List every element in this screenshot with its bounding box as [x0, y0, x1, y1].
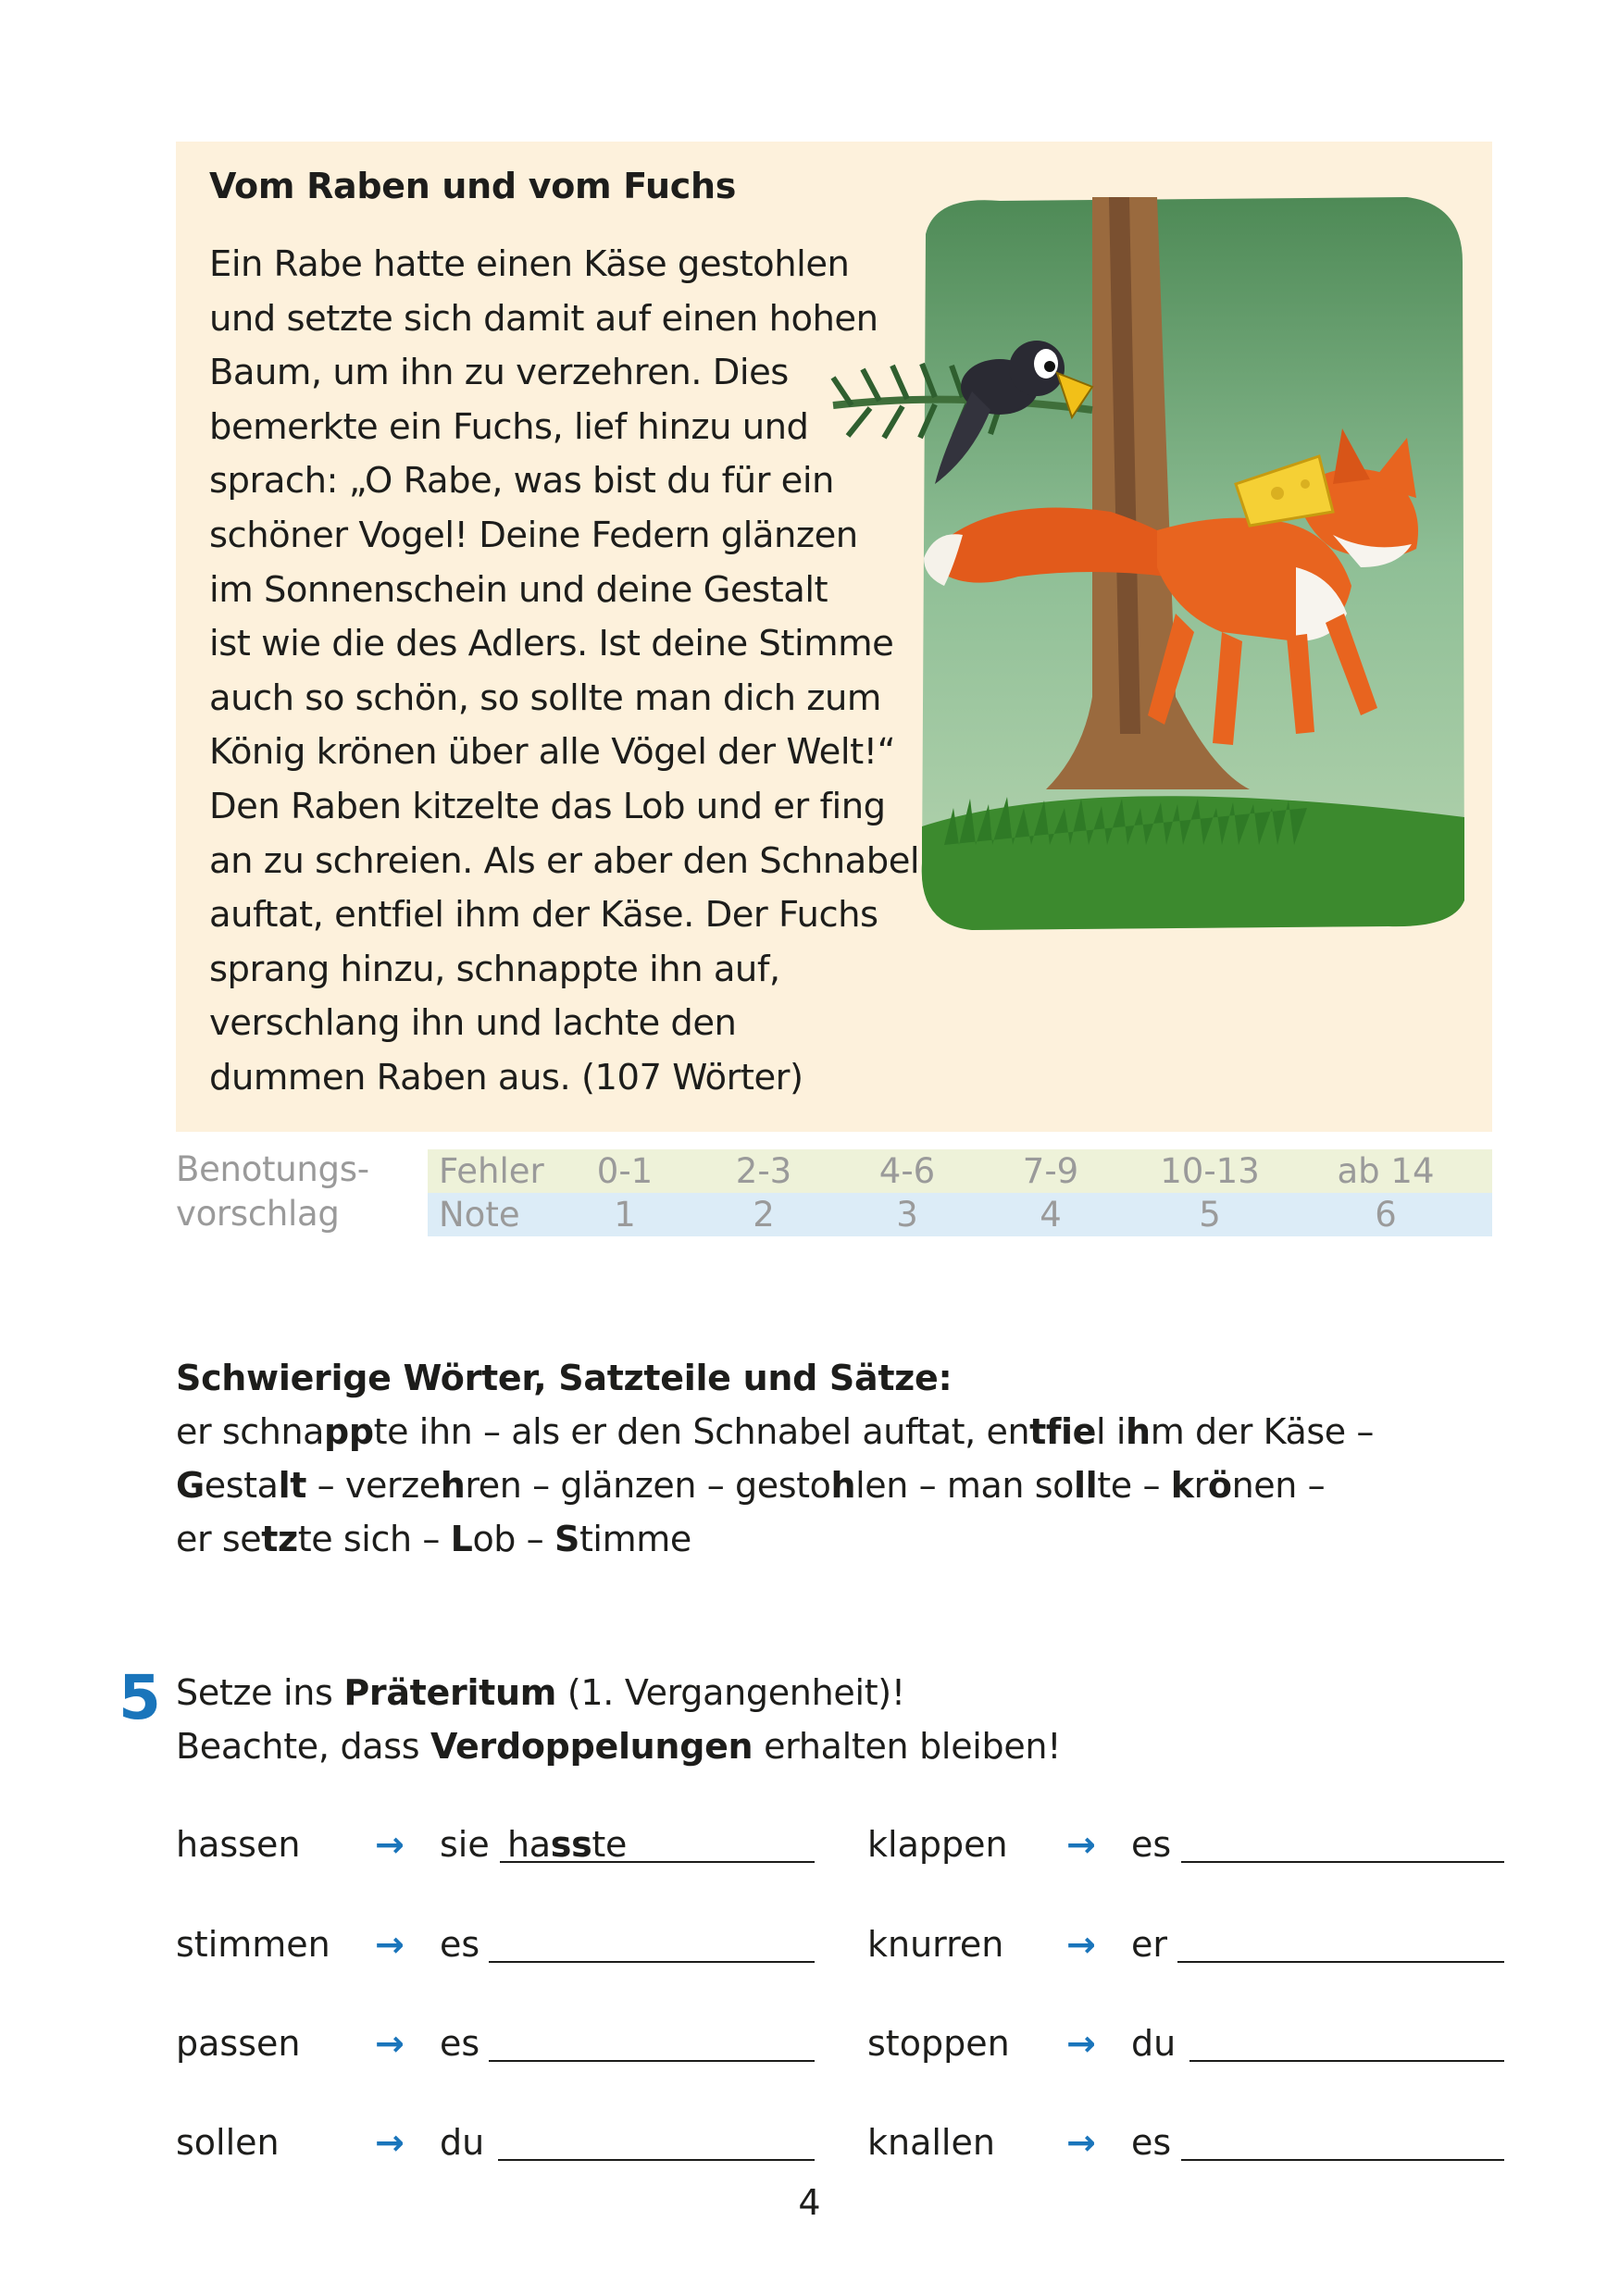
exercise-pronoun: es: [440, 2023, 480, 2064]
text-run: te sich –: [297, 1519, 451, 1559]
errors-cell: 2-3: [735, 1151, 792, 1191]
text-run: erhalten bleiben!: [753, 1726, 1062, 1767]
difficult-words-line: [176, 1405, 1490, 1458]
exercise-pronoun: es: [440, 1924, 480, 1965]
highlighted-letters: h: [1126, 1411, 1151, 1452]
exercise-item: [867, 1817, 1515, 1872]
grade-cell: 3: [896, 1195, 918, 1235]
story-line: auch so schön, so sollte man dich zum: [209, 676, 881, 719]
arrow-right-icon: →: [375, 2122, 405, 2163]
story-line: und setzte sich damit auf einen hohen: [209, 297, 878, 340]
exercise-item: [867, 2115, 1515, 2170]
story-line: sprach: „O Rabe, was bist du für ein: [209, 460, 834, 503]
text-run: ob –: [472, 1519, 554, 1559]
text-run: er schna: [176, 1411, 325, 1452]
exercise-verb: knurren: [867, 1924, 1004, 1965]
grading-scale: [176, 1148, 1492, 1236]
text-run: te –: [1097, 1465, 1171, 1506]
arrow-right-icon: →: [1066, 1824, 1096, 1865]
answer-blank-line[interactable]: [489, 1961, 815, 1963]
exercise-item: [176, 1817, 824, 1872]
task-instruction-line: [176, 1719, 1490, 1773]
text-run: timme: [579, 1519, 691, 1559]
text-run: (1. Vergangenheit)!: [556, 1672, 905, 1713]
story-title: Vom Raben und vom Fuchs: [209, 166, 737, 206]
difficult-words-title: Schwierige Wörter, Satzteile und Sätze:: [176, 1358, 953, 1398]
errors-cell: 10-13: [1160, 1151, 1260, 1191]
text-run: Beachte, dass: [176, 1726, 431, 1767]
exercise-pronoun: er: [1131, 1924, 1168, 1965]
arrow-right-icon: →: [1066, 2023, 1096, 2064]
exercise-verb: stimmen: [176, 1924, 330, 1965]
arrow-right-icon: →: [375, 2023, 405, 2064]
highlighted-letters: h: [440, 1465, 466, 1506]
exercise-pronoun: es: [1131, 2122, 1172, 2163]
highlighted-letters: ll: [1074, 1465, 1098, 1506]
arrow-right-icon: →: [1066, 1924, 1096, 1965]
text-run: m der Käse –: [1150, 1411, 1374, 1452]
highlighted-letters: k: [1170, 1465, 1194, 1506]
answer-blank-line[interactable]: [1181, 1861, 1504, 1863]
exercise-item: [176, 2016, 824, 2071]
exercise-verb: passen: [176, 2023, 301, 2064]
text-run: r: [1193, 1465, 1208, 1506]
highlighted-letters: tfie: [1029, 1411, 1097, 1452]
story-line: verschlang ihn und lachte den: [209, 1002, 737, 1045]
story-line: dummen Raben aus. (107 Wörter): [209, 1056, 803, 1098]
story-line: Baum, um ihn zu verzehren. Dies: [209, 352, 789, 394]
answer-blank-line[interactable]: [1189, 2060, 1504, 2062]
story-line: ist wie die des Adlers. Ist deine Stimme: [209, 623, 894, 665]
exercise-pronoun: du: [1131, 2023, 1177, 2064]
text-run: te ihn – als er den Schnabel auftat, en: [373, 1411, 1030, 1452]
story-line: Den Raben kitzelte das Lob und er fing: [209, 785, 886, 827]
difficult-words-line: [176, 1458, 1490, 1512]
story-line: an zu schreien. Als er aber den Schnabel: [209, 839, 920, 882]
grade-cell: 1: [614, 1195, 636, 1235]
answer-blank-line[interactable]: [1177, 1961, 1504, 1963]
grade-cell: 6: [1375, 1195, 1397, 1235]
difficult-words-section: [176, 1351, 1490, 1566]
exercise-pronoun: sie: [440, 1824, 490, 1865]
text-run: er se: [176, 1519, 262, 1559]
text-run: ren – glänzen – gesto: [465, 1465, 831, 1506]
difficult-words-line: [176, 1512, 1490, 1566]
story-line: im Sonnenschein und deine Gestalt: [209, 568, 828, 611]
errors-row: [428, 1149, 1492, 1193]
task-number: 5: [118, 1662, 161, 1733]
exercise-verb: knallen: [867, 2122, 995, 2163]
highlighted-letters: tz: [261, 1519, 298, 1559]
story-line: auftat, entfiel ihm der Käse. Der Fuchs: [209, 894, 878, 937]
story-line: König krönen über alle Vögel der Welt!“: [209, 731, 896, 774]
arrow-right-icon: →: [375, 1824, 405, 1865]
raven-fox-illustration: [815, 179, 1472, 956]
exercise-pronoun: du: [440, 2122, 485, 2163]
exercise-item: [867, 2016, 1515, 2071]
errors-cell: 7-9: [1022, 1151, 1079, 1191]
exercise-verb: hassen: [176, 1824, 301, 1865]
exercise-verb: sollen: [176, 2122, 280, 2163]
difficult-words-lines: [176, 1405, 1490, 1566]
grade-cell: 2: [753, 1195, 775, 1235]
story-line: schöner Vogel! Deine Federn glänzen: [209, 514, 858, 556]
exercise-verb: stoppen: [867, 2023, 1010, 2064]
exercise-item: [176, 1917, 824, 1972]
errors-cell: 0-1: [596, 1151, 654, 1191]
highlighted-letters: S: [554, 1519, 579, 1559]
exercise-item: [176, 2115, 824, 2170]
grades-row-label: Note: [439, 1195, 520, 1235]
arrow-right-icon: →: [375, 1924, 405, 1965]
highlighted-letters: Präteritum: [343, 1672, 557, 1713]
grade-cell: 5: [1199, 1195, 1221, 1235]
highlighted-letters: lt: [278, 1465, 306, 1506]
highlighted-letters: ö: [1207, 1465, 1232, 1506]
grade-cell: 4: [1040, 1195, 1062, 1235]
arrow-right-icon: →: [1066, 2122, 1096, 2163]
grading-label-line2: vorschlag: [176, 1194, 340, 1234]
errors-cell: ab 14: [1337, 1151, 1435, 1191]
text-run: Setze ins: [176, 1672, 344, 1713]
highlighted-letters: pp: [324, 1411, 374, 1452]
page-number: 4: [798, 2182, 821, 2223]
exercise-verb: klappen: [867, 1824, 1008, 1865]
errors-row-label: Fehler: [439, 1151, 544, 1191]
highlighted-letters: L: [450, 1519, 473, 1559]
answer-blank-line[interactable]: [489, 2060, 815, 2062]
text-run: l i: [1096, 1411, 1127, 1452]
exercise-pronoun: es: [1131, 1824, 1172, 1865]
text-run: esta: [204, 1465, 279, 1506]
task-instructions: [176, 1666, 1490, 1773]
example-answer: [507, 1817, 627, 1872]
story-box: [176, 142, 1492, 1132]
story-line: Ein Rabe hatte einen Käse gestohlen: [209, 243, 850, 285]
text-run: te: [592, 1824, 628, 1865]
text-run: ha: [507, 1824, 551, 1865]
story-line: bemerkte ein Fuchs, lief hinzu und: [209, 405, 809, 448]
answer-blank-line[interactable]: [498, 2159, 815, 2161]
answer-blank-line[interactable]: [1181, 2159, 1504, 2161]
task-instruction-line: [176, 1666, 1490, 1719]
grading-label: [176, 1148, 421, 1236]
text-run: – verze: [305, 1465, 441, 1506]
errors-cell: 4-6: [878, 1151, 936, 1191]
highlighted-letters: h: [830, 1465, 856, 1506]
highlighted-letters: ss: [550, 1824, 592, 1865]
highlighted-letters: Verdoppelungen: [430, 1726, 753, 1767]
grading-label-line1: Benotungs-: [176, 1149, 369, 1189]
exercise-item: [867, 1917, 1515, 1972]
text-run: nen –: [1231, 1465, 1326, 1506]
text-run: len – man so: [855, 1465, 1075, 1506]
grades-row: [428, 1193, 1492, 1236]
highlighted-letters: G: [176, 1465, 205, 1506]
story-line: sprang hinzu, schnappte ihn auf,: [209, 948, 780, 990]
